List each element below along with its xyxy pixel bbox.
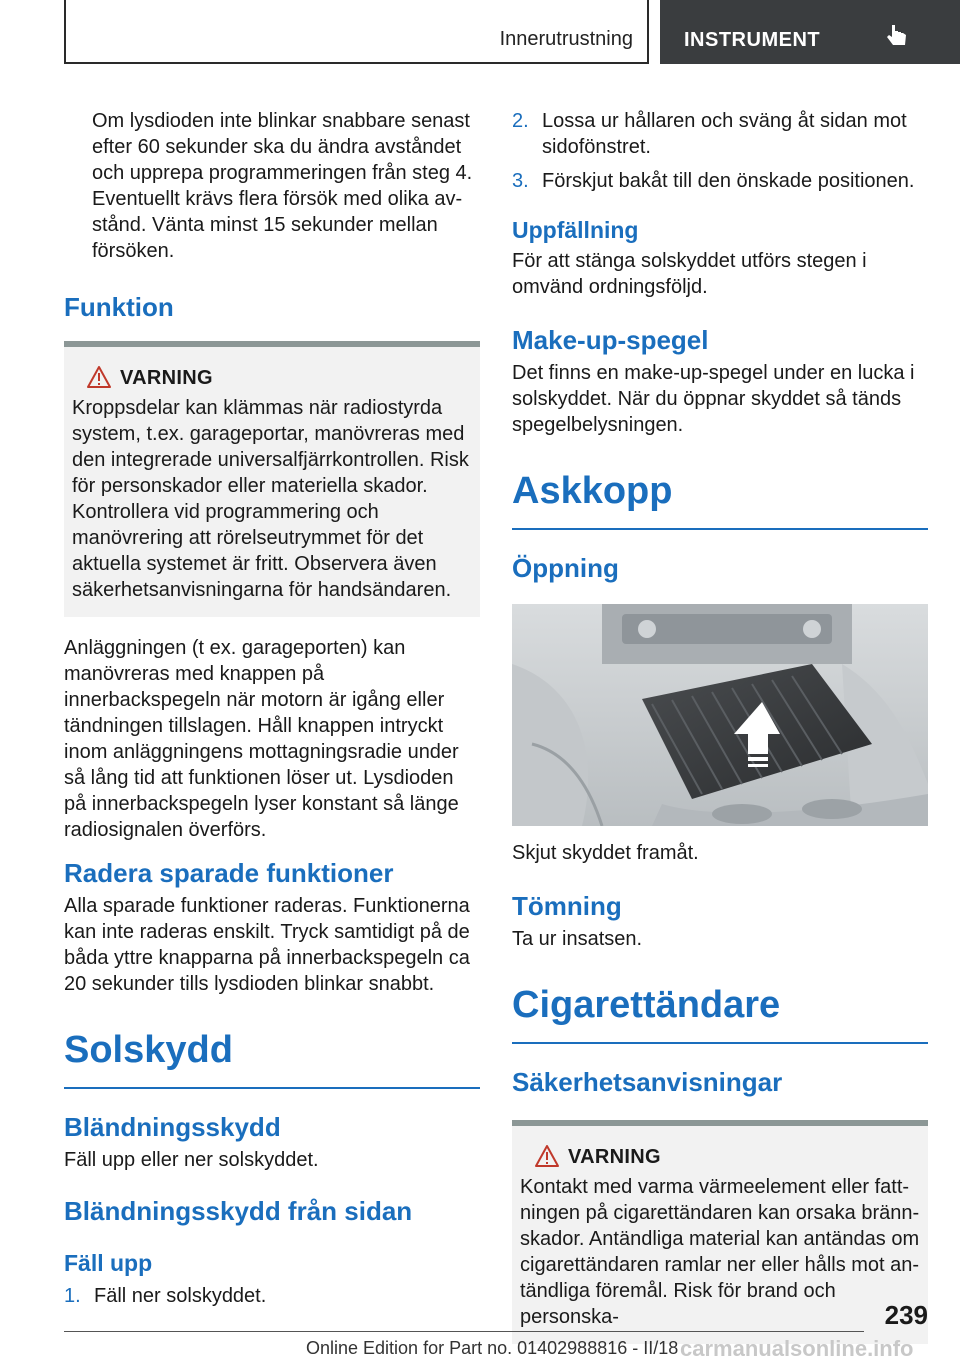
chapter-label: INSTRUMENT — [684, 29, 821, 51]
makeup-paragraph: Det finns en make-up-spegel under en lucka i solskyddet. När du öppnar skyddet så tänds spegelbelysningen. — [512, 362, 915, 436]
heading-oppning: Öppning — [512, 553, 619, 583]
chapter-tab[interactable] — [660, 0, 960, 64]
heading-funktion: Funktion — [64, 292, 174, 322]
section-tab[interactable] — [64, 0, 649, 64]
step-number: 1. — [64, 1285, 81, 1307]
heading-uppfallning: Uppfällning — [512, 217, 639, 243]
watermark: carmanualsonline.info — [680, 1336, 914, 1361]
uppfallning-paragraph: För att stänga solskyddet utförs stegen i omvänd ordningsföljd. — [512, 250, 867, 298]
step-text: Fäll ner solskyddet. — [94, 1285, 267, 1307]
heading-fall-upp: Fäll upp — [64, 1250, 153, 1276]
warning-header — [72, 365, 472, 395]
page-number: 239 — [884, 1300, 928, 1330]
section-label: Innerutrustning — [499, 28, 633, 50]
heading-radera: Radera sparade funktioner — [64, 858, 394, 888]
left-column — [64, 96, 480, 1309]
heading-solskydd: Solskydd — [64, 1027, 480, 1089]
step-text: Förskjut bakåt till den önskade positionen. — [542, 170, 915, 192]
step-text: Lossa ur hållaren och sväng åt sidan mot sidofönstret. — [542, 110, 907, 158]
footer-edition: Online Edition for Part no. 01402988816 - II/18 — [306, 1338, 679, 1358]
heading-makeup: Make-up-spegel — [512, 325, 709, 355]
heading-tomning: Tömning — [512, 891, 622, 921]
page-header — [64, 0, 960, 64]
warning-text: Kroppsdelar kan klämmas när radiostyrda system, t.ex. garageportar, manövreras med den integrerade universalfjärrkontrollen. Risk för personskador eller materiella skador. Kontrollera vid programmering och manövrering att rörelseutrymmet för det aktuella systemet är fritt. Observera även säkerhetsanvisningarna för handsändaren. — [72, 397, 469, 601]
steps-list-right — [512, 108, 928, 194]
warning-text: Kontakt med varma värmeelement eller fattningen på cigarettändaren kan orsaka brännskador. Antändliga material kan antändas om cigarettändaren ramlar ner eller hålls mot antändliga föremål. Risk för brand och personska- — [520, 1176, 920, 1328]
funktion-paragraph: Anläggningen (t ex. garageporten) kan manövreras med knappen på innerbackspegeln när motorn är igång eller tändningen tillslagen. Håll knappen intryckt inom anläggningens mottagningsradie under så lång tid att funktionen löser ut. Lysdioden på innerbackspegeln lyser konstant så länge radiosignalen överförs. — [64, 637, 459, 841]
warning-triangle-icon — [534, 1144, 560, 1168]
ashtray-illustration — [512, 604, 928, 826]
heading-blandningsskydd: Bländningsskydd — [64, 1112, 281, 1142]
step-number: 3. — [512, 170, 529, 192]
ashtray-photo — [512, 604, 928, 826]
warning-label: VARNING — [568, 1146, 661, 1168]
oppning-paragraph: Skjut skyddet framåt. — [512, 842, 699, 864]
warning-box — [64, 341, 480, 617]
list-item — [512, 108, 928, 160]
radera-paragraph: Alla sparade funktioner raderas. Funktionerna kan inte raderas enskilt. Tryck samtidigt på de båda yttre knapparna på innerbackspegeln ca 20 sekunder tills lysdioden blinkar snabbt. — [64, 895, 470, 995]
list-item — [64, 1283, 480, 1309]
warning-box — [512, 1120, 928, 1344]
hand-pointer-icon — [884, 23, 910, 49]
heading-sakerhet: Säkerhetsanvisningar — [512, 1067, 783, 1097]
heading-cigarettandare: Cigarettändare — [512, 982, 928, 1044]
heading-blandningsskydd-sidan: Bländningsskydd från sidan — [64, 1196, 413, 1226]
warning-header — [520, 1144, 920, 1174]
warning-triangle-icon — [86, 365, 112, 389]
footer-divider — [64, 1331, 864, 1332]
steps-list-left — [64, 1283, 480, 1309]
step-number: 2. — [512, 110, 529, 132]
heading-askkopp: Askkopp — [512, 468, 928, 530]
tomning-paragraph: Ta ur insatsen. — [512, 928, 643, 950]
list-item — [512, 168, 928, 194]
warning-label: VARNING — [120, 367, 213, 389]
intro-paragraph: Om lysdioden inte blinkar snabbare senast efter 60 sekunder ska du ändra avståndet och upprepa programmeringen från steg 4. Eventuellt krävs flera försök med olika avstånd. Vänta minst 15 sekunder mellan försöken. — [92, 110, 473, 262]
right-column — [512, 96, 928, 1344]
blandning-paragraph: Fäll upp eller ner solskyddet. — [64, 1149, 319, 1171]
